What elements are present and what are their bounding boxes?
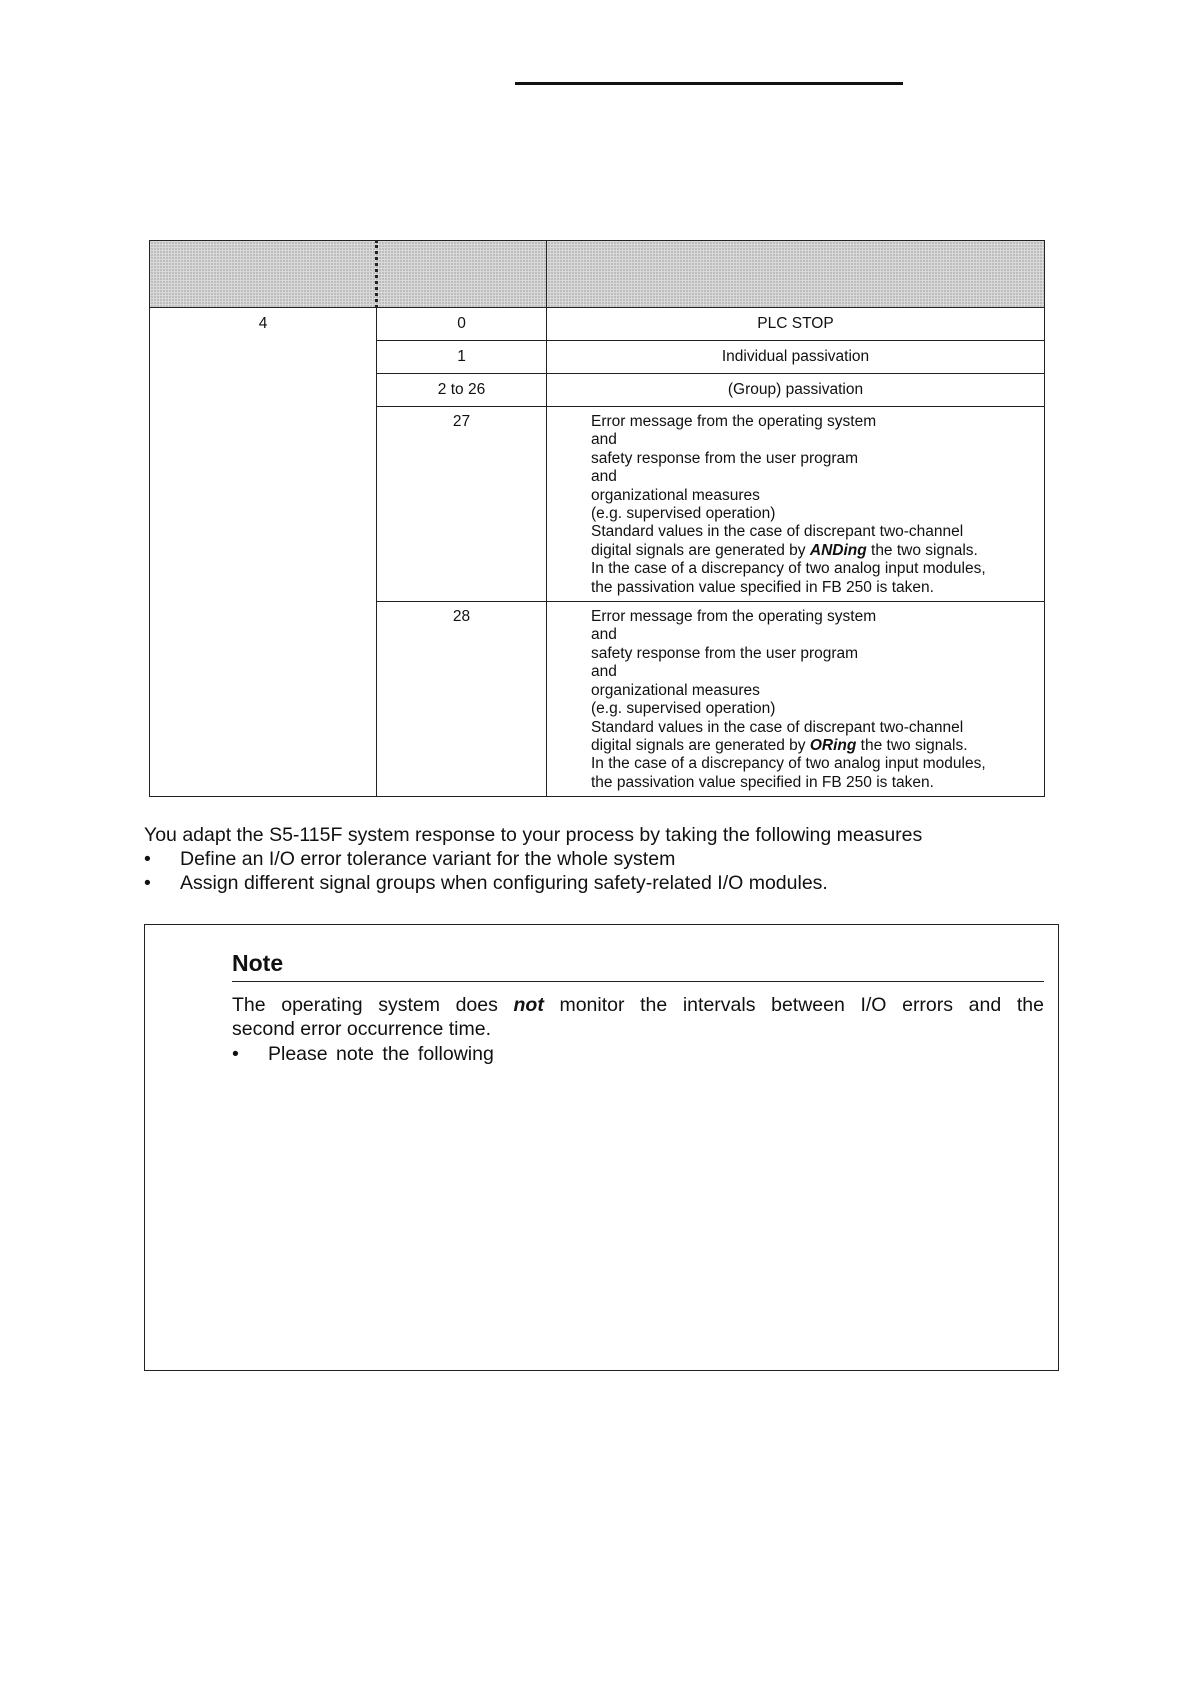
response-line: In the case of a discrepancy of two analog input modules, bbox=[591, 755, 986, 773]
note-box bbox=[144, 924, 1059, 1371]
word: errors bbox=[902, 994, 954, 1016]
code-cell: 28 bbox=[377, 602, 547, 797]
bullet-icon: • bbox=[232, 1043, 239, 1065]
word: the bbox=[1016, 994, 1044, 1016]
list-item bbox=[144, 848, 675, 871]
error-response-table bbox=[149, 240, 1045, 797]
response-line: Error message from the operating system bbox=[591, 608, 877, 626]
response-cell: (Group) passivation bbox=[547, 374, 1045, 407]
response-line: safety response from the user program bbox=[591, 449, 859, 467]
header-cell-variant bbox=[150, 241, 377, 308]
note-bullet-text: Please note the following bbox=[268, 1043, 494, 1065]
response-line: safety response from the user program bbox=[591, 644, 859, 662]
note-list-item bbox=[232, 1043, 494, 1066]
variant-cell: 4 bbox=[150, 308, 377, 797]
line-text: digital signals are generated by bbox=[591, 736, 810, 754]
response-cell bbox=[547, 602, 1045, 797]
word: between bbox=[771, 994, 845, 1016]
note-emphasis: not bbox=[513, 994, 544, 1016]
response-line: Error message from the operating system bbox=[591, 413, 877, 430]
note-text-line-2: second error occurrence time. bbox=[232, 1018, 492, 1040]
response-line: organizational measures bbox=[591, 681, 760, 699]
response-line: and bbox=[591, 468, 617, 486]
word: monitor bbox=[559, 994, 625, 1016]
response-cell: Individual passivation bbox=[547, 341, 1045, 374]
emphasis-text: ORing bbox=[809, 736, 857, 754]
word: intervals bbox=[682, 994, 756, 1016]
code-cell: 2 to 26 bbox=[377, 374, 547, 407]
bullet-icon: • bbox=[144, 872, 151, 894]
list-item-text: Assign different signal groups when configuring safety-related I/O modules. bbox=[180, 872, 828, 894]
response-line: the passivation value specified in FB 250 is taken. bbox=[591, 773, 934, 791]
response-line: Standard values in the case of discrepant two-channel bbox=[591, 523, 964, 541]
word: does bbox=[455, 994, 498, 1016]
header-cell-code bbox=[377, 241, 547, 308]
emphasis-text: ANDing bbox=[809, 541, 867, 559]
word: operating bbox=[281, 994, 363, 1016]
response-line bbox=[591, 542, 1036, 560]
response-line: Standard values in the case of discrepant two-channel bbox=[591, 718, 964, 736]
list-item bbox=[144, 872, 828, 895]
note-text bbox=[232, 993, 1044, 1041]
header-rule bbox=[515, 82, 903, 85]
response-line: and bbox=[591, 626, 617, 644]
response-line: In the case of a discrepancy of two analog input modules, bbox=[591, 560, 986, 578]
word: the bbox=[640, 994, 668, 1016]
response-line: (e.g. supervised operation) bbox=[591, 700, 776, 718]
response-line: organizational measures bbox=[591, 486, 760, 504]
header-cell-response bbox=[547, 241, 1045, 308]
response-line: and bbox=[591, 431, 617, 449]
table-header-row bbox=[150, 241, 1045, 308]
line-text: digital signals are generated by bbox=[591, 541, 810, 559]
note-title: Note bbox=[232, 950, 1044, 982]
bullet-icon: • bbox=[144, 848, 151, 870]
code-cell: 0 bbox=[377, 308, 547, 341]
word: I/O bbox=[860, 994, 887, 1016]
response-line: the passivation value specified in FB 250 is taken. bbox=[591, 578, 934, 596]
response-line bbox=[591, 737, 1036, 755]
note-text-line-1 bbox=[232, 993, 1044, 1017]
code-cell: 1 bbox=[377, 341, 547, 374]
word: system bbox=[378, 994, 440, 1016]
response-cell bbox=[547, 407, 1045, 602]
line-text: the two signals. bbox=[866, 541, 978, 559]
intro-paragraph: You adapt the S5-115F system response to your process by taking the following measures bbox=[144, 824, 923, 846]
table-row bbox=[150, 308, 1045, 341]
word: The bbox=[232, 994, 266, 1016]
line-text: the two signals. bbox=[856, 736, 968, 754]
response-line: and bbox=[591, 663, 617, 681]
word: and bbox=[968, 994, 1002, 1016]
response-line: (e.g. supervised operation) bbox=[591, 505, 776, 523]
code-cell: 27 bbox=[377, 407, 547, 602]
list-item-text: Define an I/O error tolerance variant for the whole system bbox=[180, 848, 676, 870]
response-cell: PLC STOP bbox=[547, 308, 1045, 341]
